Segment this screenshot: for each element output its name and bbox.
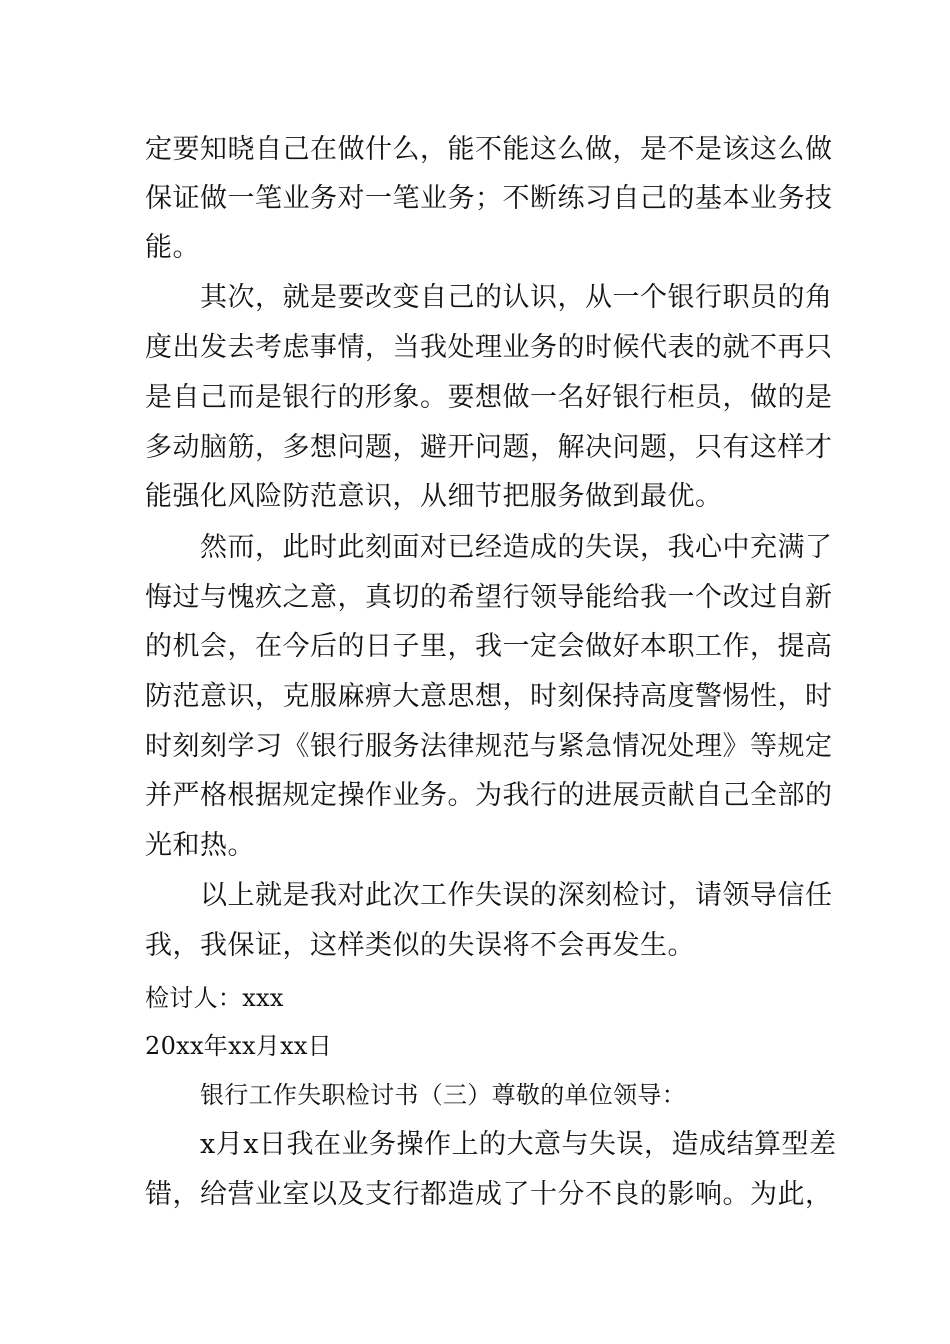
paragraph-line: 其次，就是要改变自己的认识，从一个银行职员的角 xyxy=(200,282,833,313)
paragraph-line: 度出发去考虑事情，当我处理业务的时候代表的就不再只 xyxy=(145,332,833,363)
paragraph-line: 能。 xyxy=(145,232,200,263)
paragraph-line: 时刻刻学习《银行服务法律规范与紧急情况处理》等规定 xyxy=(145,731,833,762)
paragraph-line: 错，给营业室以及支行都造成了十分不良的影响。为此， xyxy=(145,1179,833,1210)
signature-line: 检讨人：xxx xyxy=(145,984,284,1012)
paragraph-line: 的机会，在今后的日子里，我一定会做好本职工作，提高 xyxy=(145,631,833,662)
paragraph-line: 悔过与愧疚之意，真切的希望行领导能给我一个改过自新 xyxy=(145,582,833,613)
paragraph-line: 然而，此时此刻面对已经造成的失误，我心中充满了 xyxy=(200,532,833,563)
paragraph-line: 能强化风险防范意识，从细节把服务做到最优。 xyxy=(145,481,723,512)
paragraph-line: 并严格根据规定操作业务。为我行的进展贡献自己全部的 xyxy=(145,780,833,811)
paragraph-line: 是自己而是银行的形象。要想做一名好银行柜员，做的是 xyxy=(145,382,833,413)
paragraph-line: 定要知晓自己在做什么，能不能这么做，是不是该这么做 xyxy=(145,134,833,165)
date-line: 20xx年xx月xx日 xyxy=(145,1032,333,1060)
paragraph-line: 防范意识，克服麻痹大意思想，时刻保持高度警惕性，时 xyxy=(145,681,833,712)
paragraph-line: 多动脑筋，多想问题，避开问题，解决问题，只有这样才 xyxy=(145,432,833,463)
paragraph-line: 以上就是我对此次工作失误的深刻检讨，请领导信任 xyxy=(200,880,833,911)
paragraph-line: 保证做一笔业务对一笔业务；不断练习自己的基本业务技 xyxy=(145,183,833,214)
paragraph-line: 光和热。 xyxy=(145,830,255,861)
paragraph-line: 我，我保证，这样类似的失误将不会再发生。 xyxy=(145,930,695,961)
paragraph-line: x月x日我在业务操作上的大意与失误，造成结算型差 xyxy=(200,1129,837,1160)
section-heading: 银行工作失职检讨书（三）尊敬的单位领导： xyxy=(200,1081,686,1109)
